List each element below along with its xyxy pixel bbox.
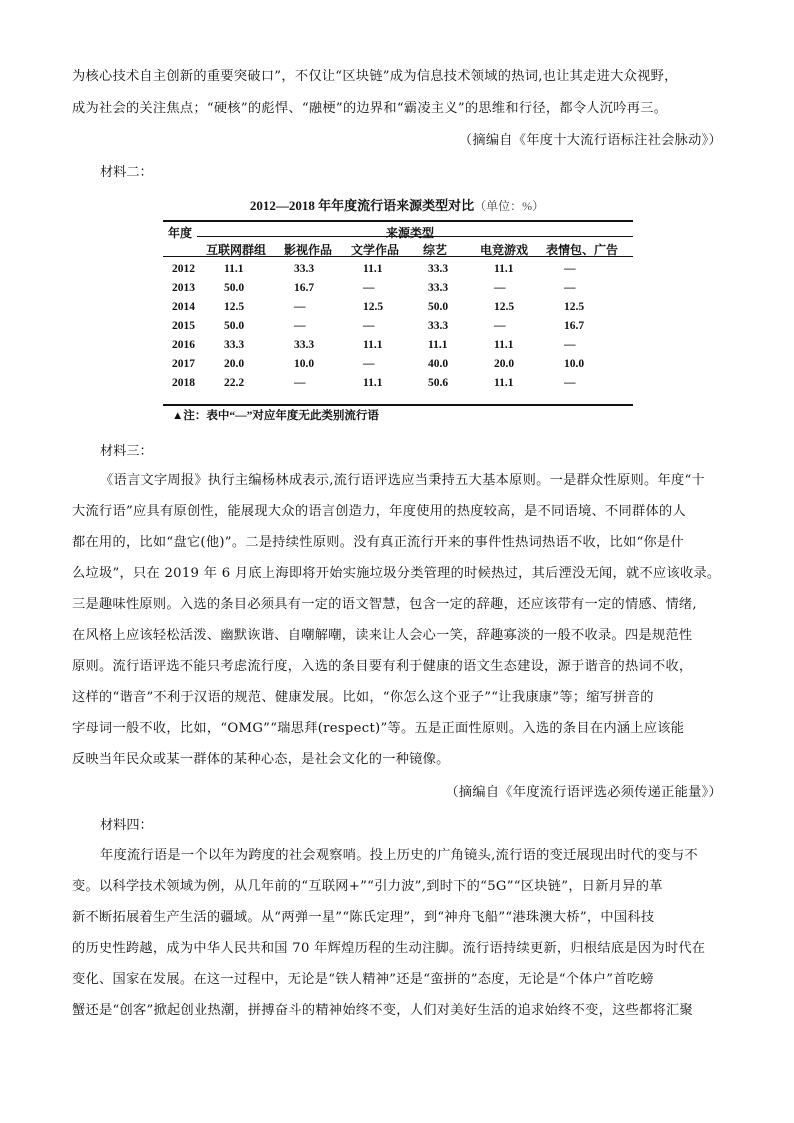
table-cell: 12.5 [363,301,384,313]
table-cell: 11.1 [494,263,514,275]
table-cell: 12.5 [494,301,515,313]
table-cell: — [363,358,375,370]
row-year: 2018 [172,377,195,389]
table-cell: 33.3 [294,263,315,275]
column-header: 综艺 [423,243,448,257]
table-bottom-rule [163,404,633,406]
paragraph-line: 新不断拓展着生产生活的疆域。从“两弹一星”“陈氏定理”，到“神舟飞船”“港珠澳大桥”，中国科技 [72,910,655,925]
column-header: 互联网群组 [206,243,267,257]
section-heading-material-4: 材料四： [100,818,153,833]
intro-line: 成为社会的关注焦点；“硬核”的彪悍、“融梗”的边界和“霸凌主义”的思维和行径，都令人沉吟再三。 [72,101,668,116]
paragraph-line: 都在用的，比如“盘它(他)”。二是持续性原则。没有真正流行开来的事件性热词热语不收，比如“你是什 [72,535,684,550]
paragraph-line: 《语言文字周报》执行主编杨林成表示,流行语评选应当秉持五大基本原则。一是群众性原则。年度“十 [100,473,705,488]
paragraph-line: 年度流行语是一个以年为跨度的社会观察哨。投上历史的广角镜头,流行语的变迁展现出时代的变与不 [100,848,698,863]
table-cell: — [363,320,375,332]
table-cell: 50.0 [428,301,449,313]
table-cell: — [363,282,375,294]
table-cell: — [564,263,576,275]
table-cell: 11.1 [363,377,383,389]
intro-line: 为核心技术自主创新的重要突破口”，不仅让“区块链”成为信息技术领域的热词,也让其走进大众视野， [72,69,678,84]
table-cell: 33.3 [428,282,449,294]
row-year: 2017 [172,358,195,370]
paragraph-line: 在风格上应该轻松活泼、幽默诙谐、自嘲解嘲，读来让人会心一笑，辞趣寡淡的一般不收录。四是规范性 [72,628,693,643]
table-cell: 11.1 [494,377,514,389]
table-cell: 12.5 [564,301,585,313]
table-cell: — [494,282,506,294]
table-cell: 11.1 [494,339,514,351]
table-cell: 16.7 [294,282,315,294]
table-title [0,195,794,214]
table-cell: — [294,301,306,313]
table-cell: — [494,320,506,332]
paragraph-line: 变。以科学技术领域为例，从几年前的“互联网+”“引力波”,到时下的“5G”“区块链”，日新月异的革 [72,879,663,894]
table-top-rule [163,220,633,222]
paragraph-line: 变化、国家在发展。在这一过程中，无论是“铁人精神”还是“蛮拼的”态度，无论是“个体户”首吃螃 [72,972,654,987]
table-cell: — [564,377,576,389]
column-header: 表情包、广告 [546,243,619,257]
paragraph-line: 的历史性跨越，成为中华人民共和国 70 年辉煌历程的生动注脚。流行语持续更新，归根结底是因为时代在 [72,941,706,956]
table-cell: — [564,282,576,294]
table-cell: 40.0 [428,358,449,370]
section-heading-material-3: 材料三： [100,444,153,459]
row-year: 2012 [172,263,195,275]
source-citation: （摘编自《年度十大流行语标注社会脉动》） [458,133,722,148]
column-header: 电竞游戏 [480,243,529,257]
column-header: 影视作品 [284,243,333,257]
table-cell: 33.3 [224,339,245,351]
table-cell: 33.3 [428,320,449,332]
source-citation: （摘编自《年度流行语评选必须传递正能量》） [445,785,722,800]
table-unit: （单位：%） [474,199,545,213]
row-year: 2013 [172,282,195,294]
table-cell: 33.3 [428,263,449,275]
table-cell: 11.1 [224,263,244,275]
paragraph-line: 这样的“谐音”不利于汉语的规范、健康发展。比如，“你怎么这个亚子”“让我康康”等；缩写拼音的 [72,690,654,705]
table-cell: 50.0 [224,282,245,294]
table-cell: 11.1 [363,263,383,275]
paragraph-line: 原则。流行语评选不能只考虑流行度，入选的条目要有利于健康的语文生态建设，源于谐音的热词不收， [72,659,693,674]
row-year: 2016 [172,339,195,351]
table-cell: — [294,320,306,332]
column-header: 文学作品 [351,243,400,257]
paragraph-line: 反映当年民众或某一群体的某种心态，是社会文化的一种镜像。 [72,752,450,767]
table-cell: — [564,339,576,351]
row-year: 2014 [172,301,195,313]
table-cell: 11.1 [428,339,448,351]
table-cell: — [294,377,306,389]
paragraph-line: 三是趣味性原则。入选的条目必须具有一定的语文智慧，包含一定的辞趣，还应该带有一定的情感、情绪, [72,597,697,612]
table-cell: 12.5 [224,301,245,313]
year-column-header: 年度 [168,226,193,240]
table-cell: 33.3 [294,339,315,351]
table-cell: 16.7 [564,320,585,332]
table-cell: 22.2 [224,377,245,389]
row-year: 2015 [172,320,195,332]
table-cell: 11.1 [363,339,383,351]
table-title-text: 2012—2018 年年度流行语来源类型对比 [249,198,475,213]
source-type-group-header: 来源类型 [386,226,435,240]
paragraph-line: 么垃圾”，只在 2019 年 6 月底上海即将开始实施垃圾分类管理的时候热过，其后湮没无闻，就不应该收录。 [72,566,721,581]
section-heading-material-2: 材料二： [100,165,153,180]
paragraph-line: 大流行语”应具有原创性，能展现大众的语言创造力，年度使用的热度较高，是不同语境、不同群体的人 [72,504,686,519]
table-cell: 50.6 [428,377,449,389]
table-cell: 20.0 [224,358,245,370]
table-cell: 10.0 [294,358,315,370]
table-note: ▲注：表中“—”对应年度无此类别流行语 [172,410,379,422]
paragraph-line: 蟹还是“创客”掀起创业热潮，拼搏奋斗的精神始终不变，人们对美好生活的追求始终不变，这些都将汇聚 [72,1003,694,1018]
table-cell: 20.0 [494,358,515,370]
paragraph-line: 字母词一般不收，比如，“OMG”“瑞思拜(respect)”等。五是正面性原则。入选的条目在内涵上应该能 [72,721,685,736]
table-cell: 10.0 [564,358,585,370]
table-cell: 50.0 [224,320,245,332]
